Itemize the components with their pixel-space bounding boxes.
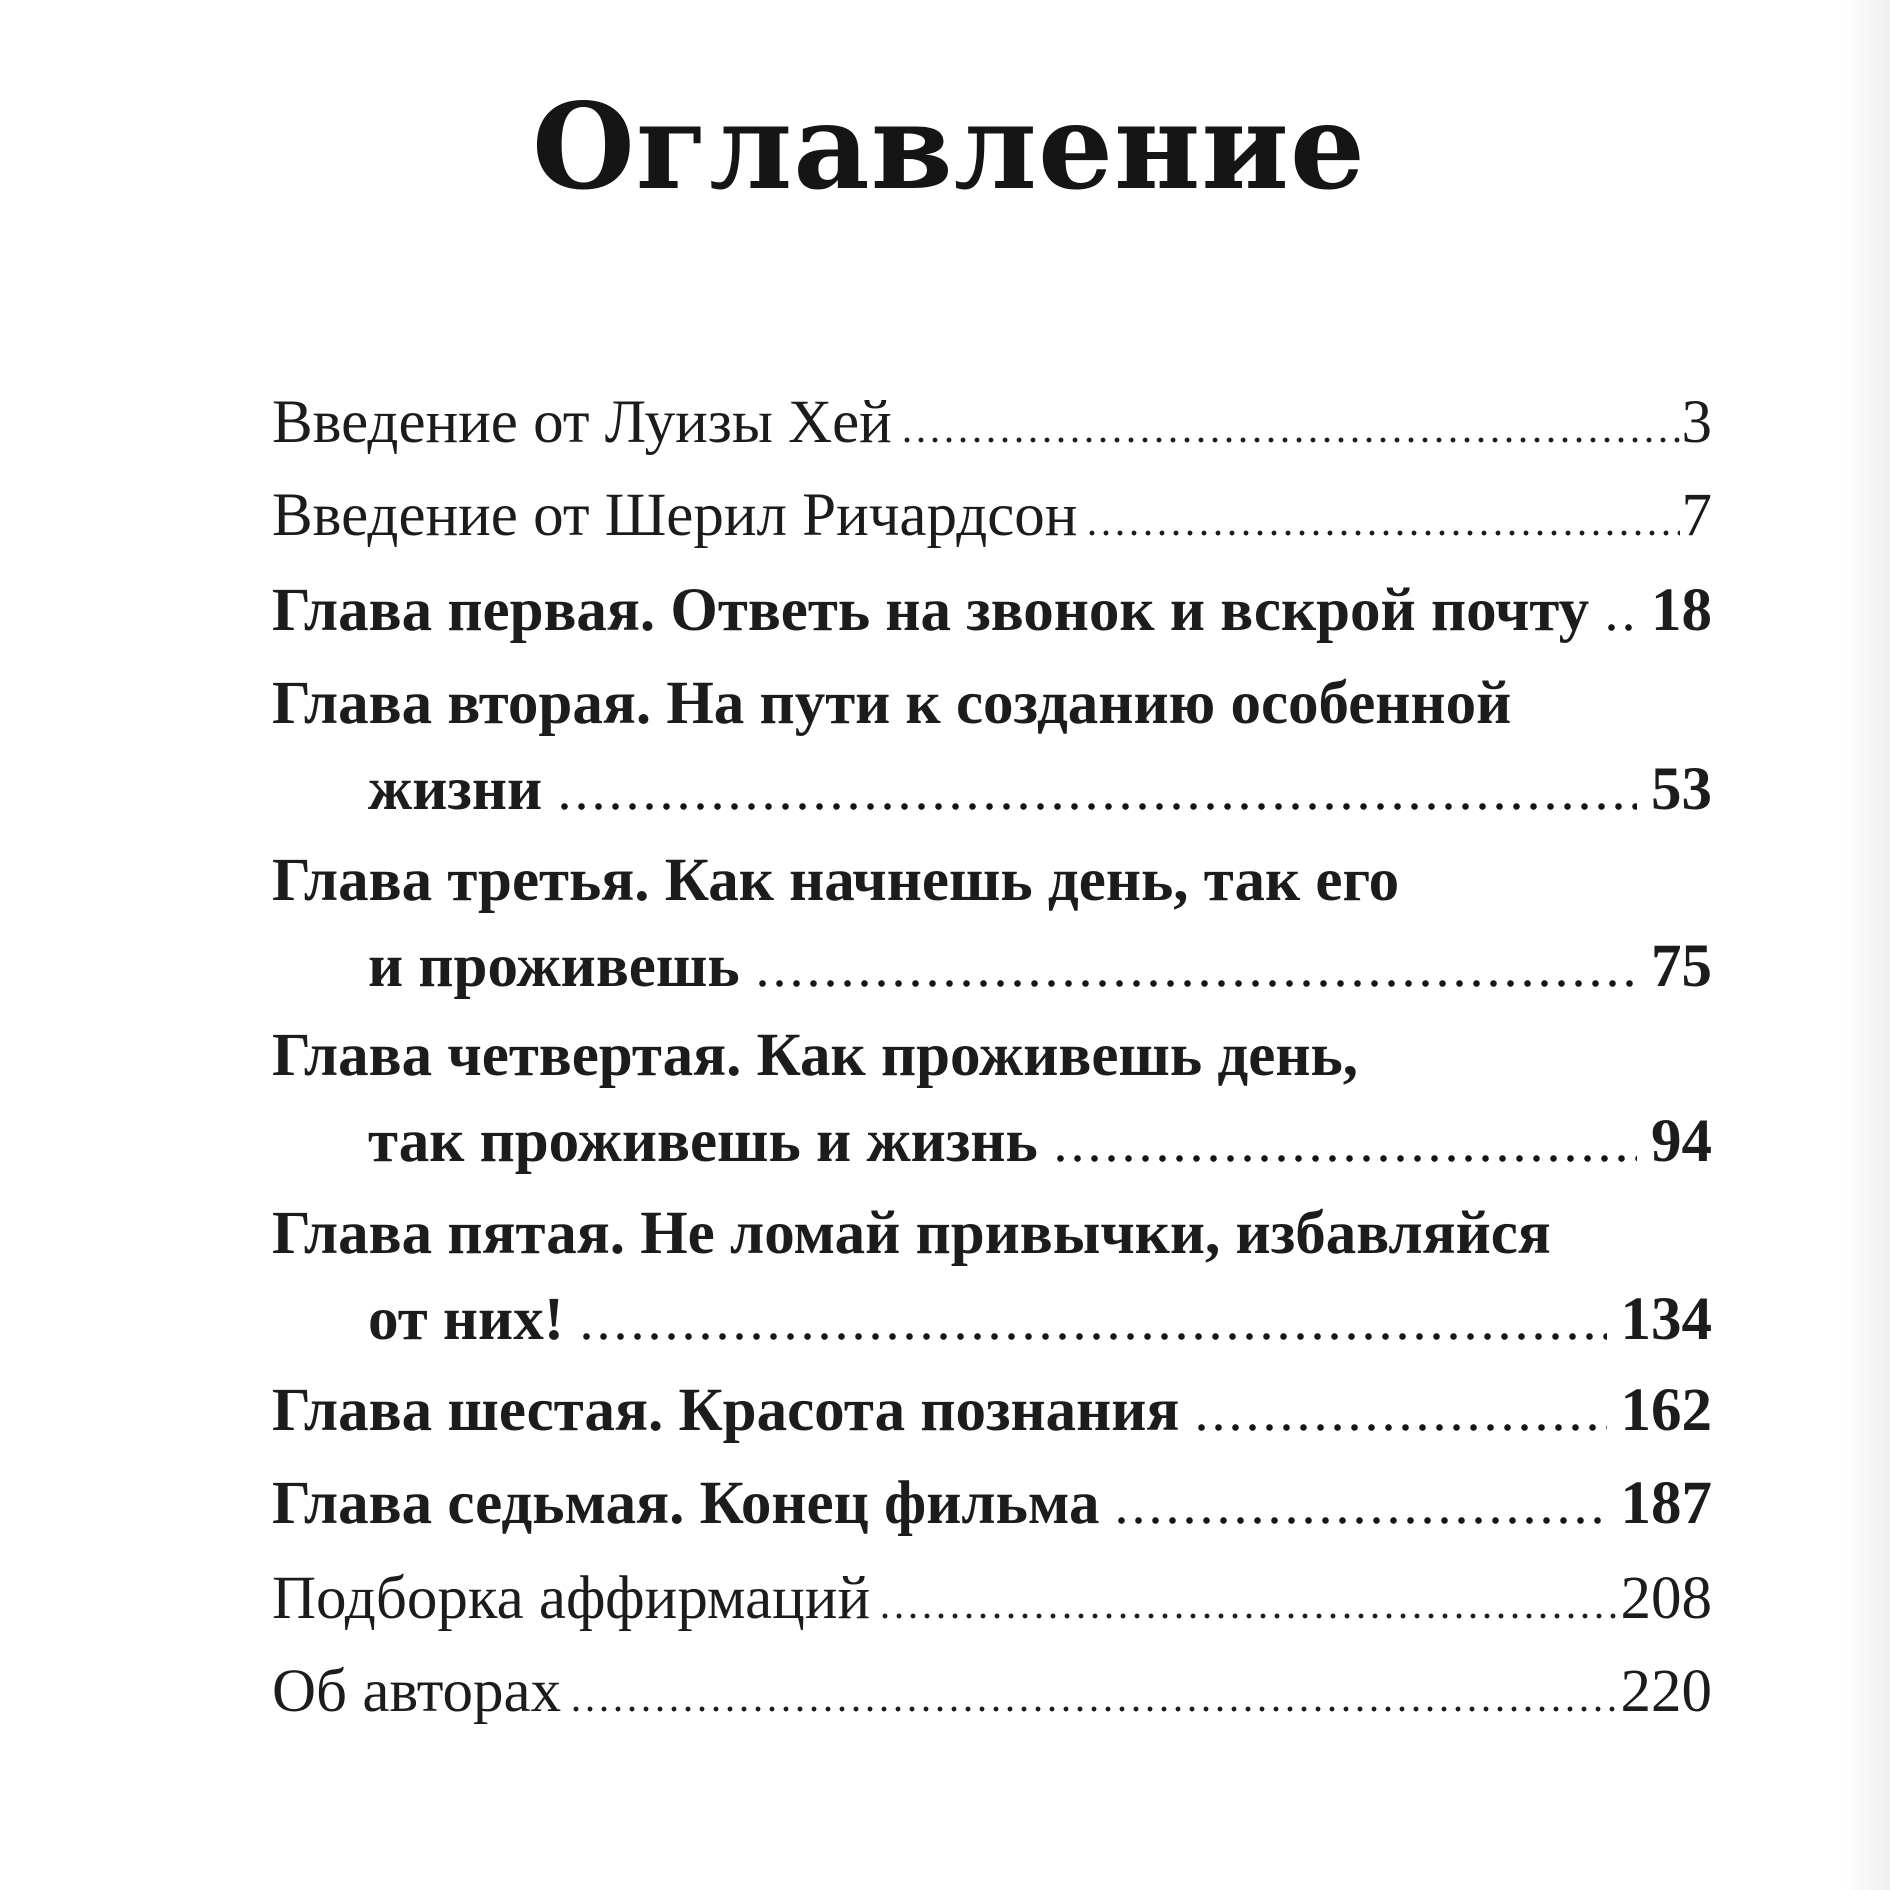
leader-dots: [754, 980, 1637, 987]
toc-row: [272, 1470, 1712, 1537]
toc-entry-first-line: Глава четвертая. Как проживешь день,: [272, 1022, 1358, 1089]
leader-dots: [556, 803, 1637, 810]
leader-dots: [900, 437, 1680, 443]
toc-page-number: 134: [1620, 1286, 1712, 1353]
toc-row: [272, 482, 1712, 549]
toc-row: [272, 577, 1712, 644]
toc-row: [272, 389, 1712, 456]
toc-row: [272, 1377, 1712, 1444]
leader-dots: [1113, 1517, 1606, 1524]
toc-page-number: 162: [1620, 1377, 1712, 1444]
toc-entry-first-line: Глава вторая. На пути к созданию особенной: [272, 670, 1512, 737]
leader-dots: [1052, 1155, 1637, 1162]
toc-entry-label: от них!: [368, 1286, 565, 1353]
toc-entry-first-line: Глава третья. Как начнешь день, так его: [272, 847, 1400, 914]
toc-row: [272, 1108, 1712, 1175]
toc-page-number: 18: [1651, 577, 1712, 644]
toc-row: [272, 1565, 1712, 1632]
page-title: Оглавление: [532, 77, 1366, 216]
toc-row: [272, 933, 1712, 1000]
toc-page-number: 53: [1651, 756, 1712, 823]
toc-page-number: 220: [1620, 1658, 1712, 1725]
toc-row: [272, 756, 1712, 823]
leader-dots: [878, 1613, 1618, 1619]
leader-dots: [1085, 530, 1679, 536]
leader-dots: [578, 1333, 1606, 1340]
toc-page-number: 75: [1651, 933, 1712, 1000]
toc-page-number: 7: [1681, 482, 1712, 549]
toc-entry-label: Введение от Шерил Ричардсон: [272, 482, 1078, 549]
leader-dots: [569, 1706, 1618, 1712]
leader-dots: [1193, 1424, 1606, 1431]
toc-entry-first-line: Глава пятая. Не ломай привычки, избавляйся: [272, 1200, 1551, 1267]
toc-page-number: 208: [1620, 1565, 1712, 1632]
toc-page-number: 187: [1620, 1470, 1712, 1537]
toc-row: [272, 1286, 1712, 1353]
toc-entry-label: так проживешь и жизнь: [368, 1108, 1038, 1175]
toc-page-number: 3: [1681, 389, 1712, 456]
toc-page-number: 94: [1651, 1108, 1712, 1175]
toc-entry-label: Об авторах: [272, 1658, 562, 1725]
toc-entry-label: жизни: [368, 756, 543, 823]
toc-entry-label: Глава шестая. Красота познания: [272, 1377, 1180, 1444]
leader-dots: [1603, 624, 1637, 631]
toc-entry-label: Подборка аффирмаций: [272, 1565, 871, 1632]
toc-entry-label: и проживешь: [368, 933, 740, 1000]
page-edge-shadow: [1842, 0, 1890, 1890]
toc-entry-label: Введение от Луизы Хей: [272, 389, 892, 456]
toc-row: [272, 1658, 1712, 1725]
toc-entry-label: Глава седьмая. Конец фильма: [272, 1470, 1100, 1537]
toc-entry-label: Глава первая. Ответь на звонок и вскрой почту: [272, 577, 1590, 644]
